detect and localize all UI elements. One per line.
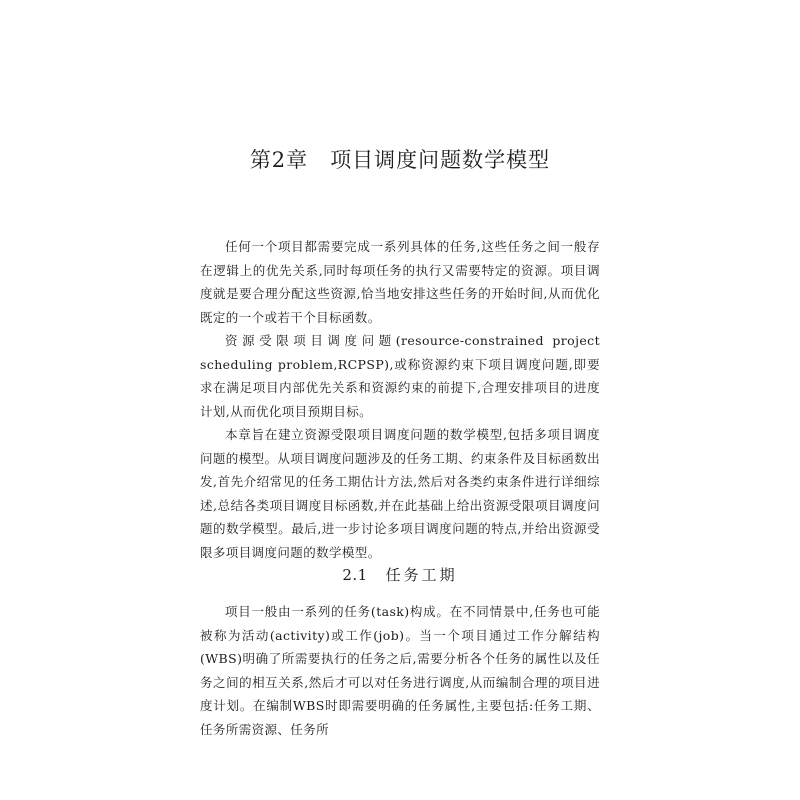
section-number: 2.1 — [342, 566, 368, 584]
section-heading — [0, 562, 800, 588]
chapter-intro — [200, 235, 600, 564]
intro-paragraph-1: 任何一个项目都需要完成一系列具体的任务,这些任务之间一般存在逻辑上的优先关系,同时每项任务的执行又需要特定的资源。项目调度就是要合理分配这些资源,恰当地安排这些任务的开始时间,从而优化既定的一个或若干个目标函数。 — [200, 239, 600, 325]
section-title: 任务工期 — [385, 566, 458, 584]
intro-paragraph-2: 资源受限项目调度问题(resource-constrained project scheduling problem,RCPSP),或称资源约束下项目调度问题,即要求在满足项目内部优先关系和资源约束的前提下,合理安排项目的进度计划,从而优化项目预期目标。 — [200, 333, 600, 419]
section-body — [200, 600, 600, 741]
intro-paragraph-3: 本章旨在建立资源受限项目调度问题的数学模型,包括多项目调度问题的模型。从项目调度问题涉及的任务工期、约束条件及目标函数出发,首先介绍常见的任务工期估计方法,然后对各类约束条件进行详细综述,总结各类项目调度目标函数,并在此基础上给出资源受限项目调度问题的数学模型。最后,进一步讨论多项目调度问题的特点,并给出资源受限多项目调度问题的数学模型。 — [200, 427, 600, 560]
chapter-title — [0, 143, 800, 177]
chapter-title-text: 项目调度问题数学模型 — [330, 148, 551, 172]
section-paragraph-1: 项目一般由一系列的任务(task)构成。在不同情景中,任务也可能被称为活动(activity)或工作(job)。当一个项目通过工作分解结构(WBS)明确了所需要执行的任务之后,需要分析各个任务的属性以及任务之间的相互关系,然后才可以对任务进行调度,从而编制合理的项目进度计划。在编制WBS时即需要明确的任务属性,主要包括:任务工期、任务所需资源、任务所 — [200, 604, 600, 737]
chapter-number: 第2章 — [249, 148, 309, 172]
